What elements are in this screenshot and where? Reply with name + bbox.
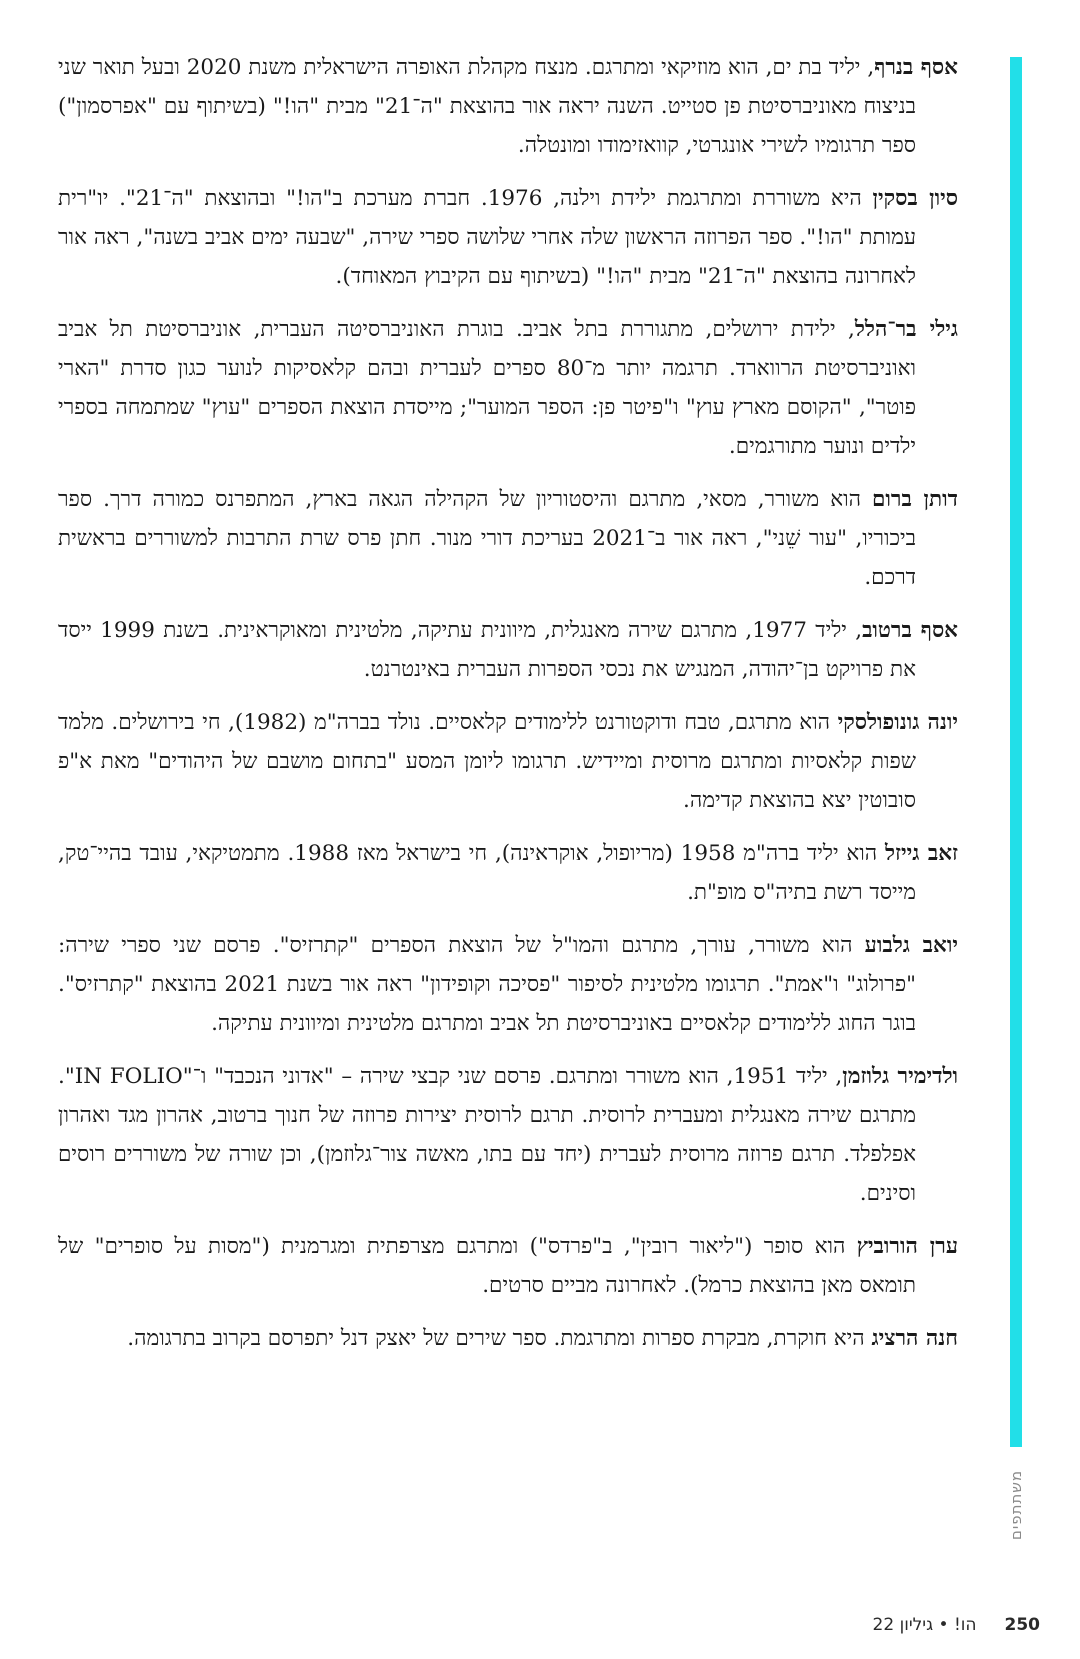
page-number: 250 [1004,1615,1040,1635]
contributor-name: סיון בסקין [872,186,958,211]
contributor-bio: , יליד 1951, הוא משורר ומתרגם. פרסם שני קבצי שירה – "אדוני הנכבד" ו־"IN FOLIO". מתרגם שירה מאנגלית ומעברית לרוסית. תרגם לרוסית יצירות פרוזה של חנוך ברטוב, אהרון מגד ואהרון אפלפלד. תרגם פרוזה מרוסית לעברית (יחד עם בתו, מאשה צור־גלוזמן), וכן שורה של משוררים רוסים וסינים. [58,1064,916,1206]
contributor-entry [58,834,958,912]
contributor-entry [58,1227,958,1305]
contributor-bio: הוא משורר, מסאי, מתרגם והיסטוריון של הקהילה הגאה בארץ, המתפרנס כמורה דרך. ספר ביכוריו, "עור שֵׁני", ראה אור ב־2021 בעריכת דורי מנור. חתן פרס שרת התרבות למשוררים בראשית דרכם. [58,487,916,590]
contributor-name: יואב גלבוע [864,933,958,958]
contributor-bio: הוא סופר ("ליאור רובין", ב"פרדס") ומתרגם מצרפתית ומגרמנית ("מסות על סופרים" של תומאס מאן בהוצאת כרמל). לאחרונה מביים סרטים. [58,1234,916,1298]
contributor-entry [58,179,958,296]
contributor-entry [58,480,958,597]
contributor-name: יונה גונופולסקי [837,710,959,735]
contributor-entry [58,611,958,689]
contributor-name: אסף ברטוב [862,618,958,643]
contributor-entry [58,1319,958,1358]
contributor-name: ערן הורוביץ [856,1234,958,1259]
contributor-entry [58,926,958,1043]
contributor-bio: היא חוקרת, מבקרת ספרות ומתרגמת. ספר שירים של יאצק דנל יתפרסם בקרוב בתרגומה. [127,1326,872,1351]
contributor-bio: , יליד 1977, מתרגם שירה מאנגלית, מיוונית עתיקה, מלטינית ומאוקראינית. בשנת 1999 ייסד את פרויקט בן־יהודה, המנגיש את נכסי הספרות העברית באינטרנט. [58,618,916,682]
contributor-entry [58,48,958,165]
contributor-name: חנה הרציג [871,1326,958,1351]
contributor-bio: היא משוררת ומתרגמת ילידת וילנה, 1976. חברת מערכת ב"הו!" ובהוצאת "ה־21". יו"רית עמותת "הו!". ספר הפרוזה הראשון שלה אחרי שלושה ספרי שירה, "שבעה ימים אביב בשנה", ראה אור לאחרונה בהוצאת "ה־21" מבית "הו!" (בשיתוף עם הקיבוץ המאוחד). [58,186,916,289]
section-side-tag [1000,1450,1032,1560]
page-footer [760,1610,1040,1640]
contributor-entry [58,1057,958,1213]
contributor-name: אסף בנרף [874,55,958,80]
contributor-bio: הוא יליד ברה"מ 1958 (מריופול, אוקראינה), חי בישראל מאז 1988. מתמטיקאי, עובד בהיי־טק, מייסד רשת בתיה"ס מופ"ת. [58,841,916,905]
contributors-list [58,48,958,1372]
contributor-bio: הוא מתרגם, טבח ודוקטורנט ללימודים קלאסיים. נולד בברה"מ (1982), חי בירושלים. מלמד שפות קלאסיות ומתרגם מרוסית ומיידיש. תרגומו ליומן המסע "בתחום מושבם של היהודים" מאת א"פ סובוטין יצא בהוצאת קדימה. [58,710,916,813]
contributor-name: זאב גייזל [884,841,959,866]
contributor-entry [58,310,958,466]
contributor-bio: , ילידת ירושלים, מתגוררת בתל אביב. בוגרת האוניברסיטה העברית, אוניברסיטת תל אביב ואוניברסיטת הרווארד. תרגמה יותר מ־80 ספרים לעברית ובהם קלאסיקות לנוער כגון סדרת "הארי פוטר", "הקוסם מארץ עוץ" ו"פיטר פן: הספר המוער"; מייסדת הוצאת הספרים "עוץ" שמתמחה בספרי ילדים ונוער מתורגמים. [58,317,916,459]
contributor-entry [58,703,958,820]
contributor-bio: הוא משורר, עורך, מתרגם והמו"ל של הוצאת הספרים "קתרזיס". פרסם שני ספרי שירה: "פרולוג" ו"אמת". תרגומו מלטינית לסיפור "פסיכה וקופידון" ראה אור בשנת 2021 בהוצאת "קתרזיס". בוגר החוג ללימודים קלאסיים באוניברסיטת תל אביב ומתרגם מלטינית ומיוונית עתיקה. [58,933,916,1036]
contributor-bio: , יליד בת ים, הוא מוזיקאי ומתרגם. מנצח מקהלת האופרה הישראלית משנת 2020 ובעל תואר שני בניצוח מאוניברסיטת פן סטייט. השנה יראה אור בהוצאת "ה־21" מבית "הו!" (בשיתוף עם "אפרסמון") ספר תרגומיו לשירי אונגרטי, קוואזימודו ומונטלה. [58,55,916,158]
contributor-name: גילי בר־הלל [854,317,958,342]
contributor-name: ולדימיר גלוזמן [842,1064,959,1089]
journal-issue: הו! • גיליון 22 [872,1615,977,1635]
section-side-tag-label: משתתפים [1007,1469,1025,1541]
contributor-name: דותן ברום [872,487,958,512]
accent-bar [1010,57,1022,1447]
